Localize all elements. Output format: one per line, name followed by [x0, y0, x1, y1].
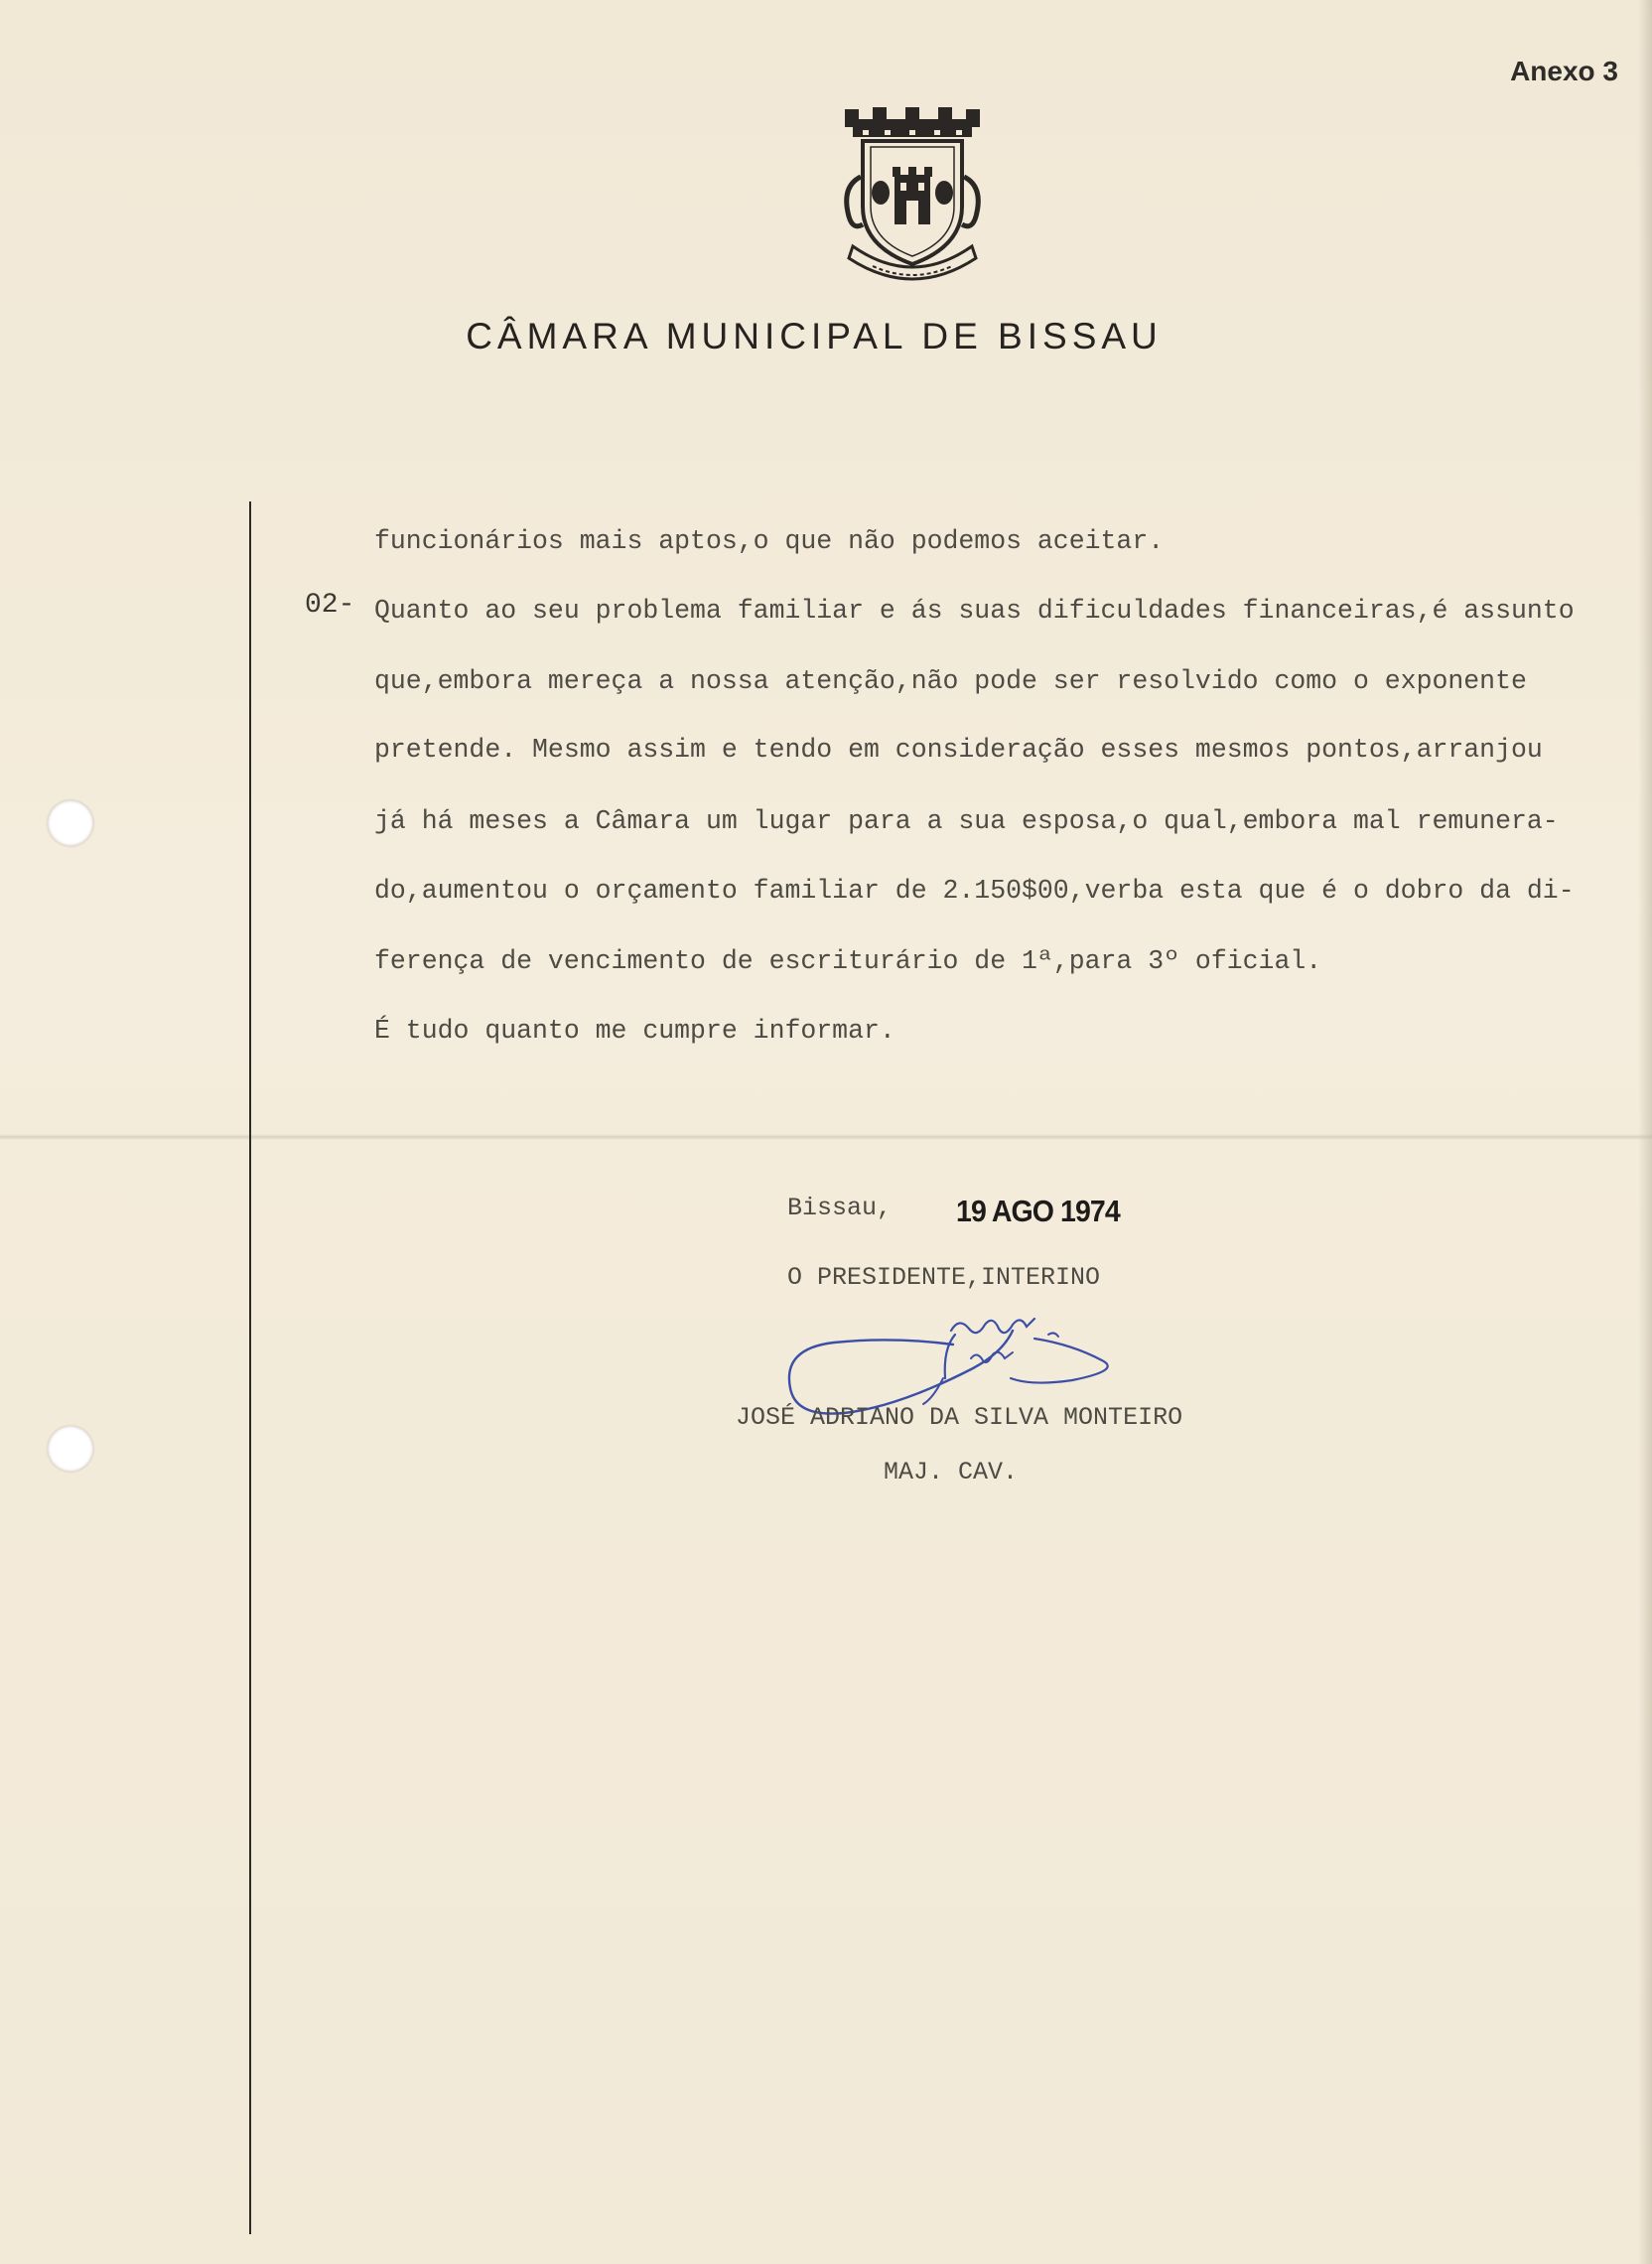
body-line: É tudo quanto me cumpre informar. [374, 1016, 895, 1046]
organization-heading: CÂMARA MUNICIPAL DE BISSAU [466, 316, 1163, 356]
body-line: já há meses a Câmara um lugar para a sua esposa,o qual,embora mal remunera- [374, 806, 1559, 836]
margin-rule [249, 501, 251, 2234]
closing-place: Bissau, [787, 1194, 893, 1222]
punch-hole-bottom [48, 1426, 93, 1472]
body-line: funcionários mais aptos,o que não podemos aceitar. [374, 526, 1165, 556]
paragraph-number: 02- [305, 590, 355, 621]
punch-hole-top [48, 800, 93, 846]
body-line: Quanto ao seu problema familiar e ás suas dificuldades financeiras,é assunto [374, 596, 1575, 626]
signatory-name: JOSÉ ADRIANO DA SILVA MONTEIRO [736, 1403, 1183, 1432]
body-line: ferença de vencimento de escriturário de 1ª,para 3º oficial. [374, 946, 1322, 976]
body-line: que,embora mereça a nossa atenção,não pode ser resolvido como o exponente [374, 666, 1527, 696]
body-line: pretende. Mesmo assim e tendo em consideração esses mesmos pontos,arranjou [374, 735, 1543, 765]
page-edge-shadow [1638, 0, 1652, 2264]
signatory-rank: MAJ. CAV. [884, 1458, 1019, 1486]
annex-label: Anexo 3 [1510, 56, 1618, 86]
date-stamp: 19 AGO 1974 [956, 1194, 1120, 1228]
body-line: do,aumentou o orçamento familiar de 2.150$00,verba esta que é o dobro da di- [374, 876, 1575, 906]
signatory-title: O PRESIDENTE,INTERINO [787, 1263, 1101, 1292]
municipal-coat-of-arms-icon [823, 107, 1002, 286]
paper-fold-line [0, 1134, 1652, 1140]
